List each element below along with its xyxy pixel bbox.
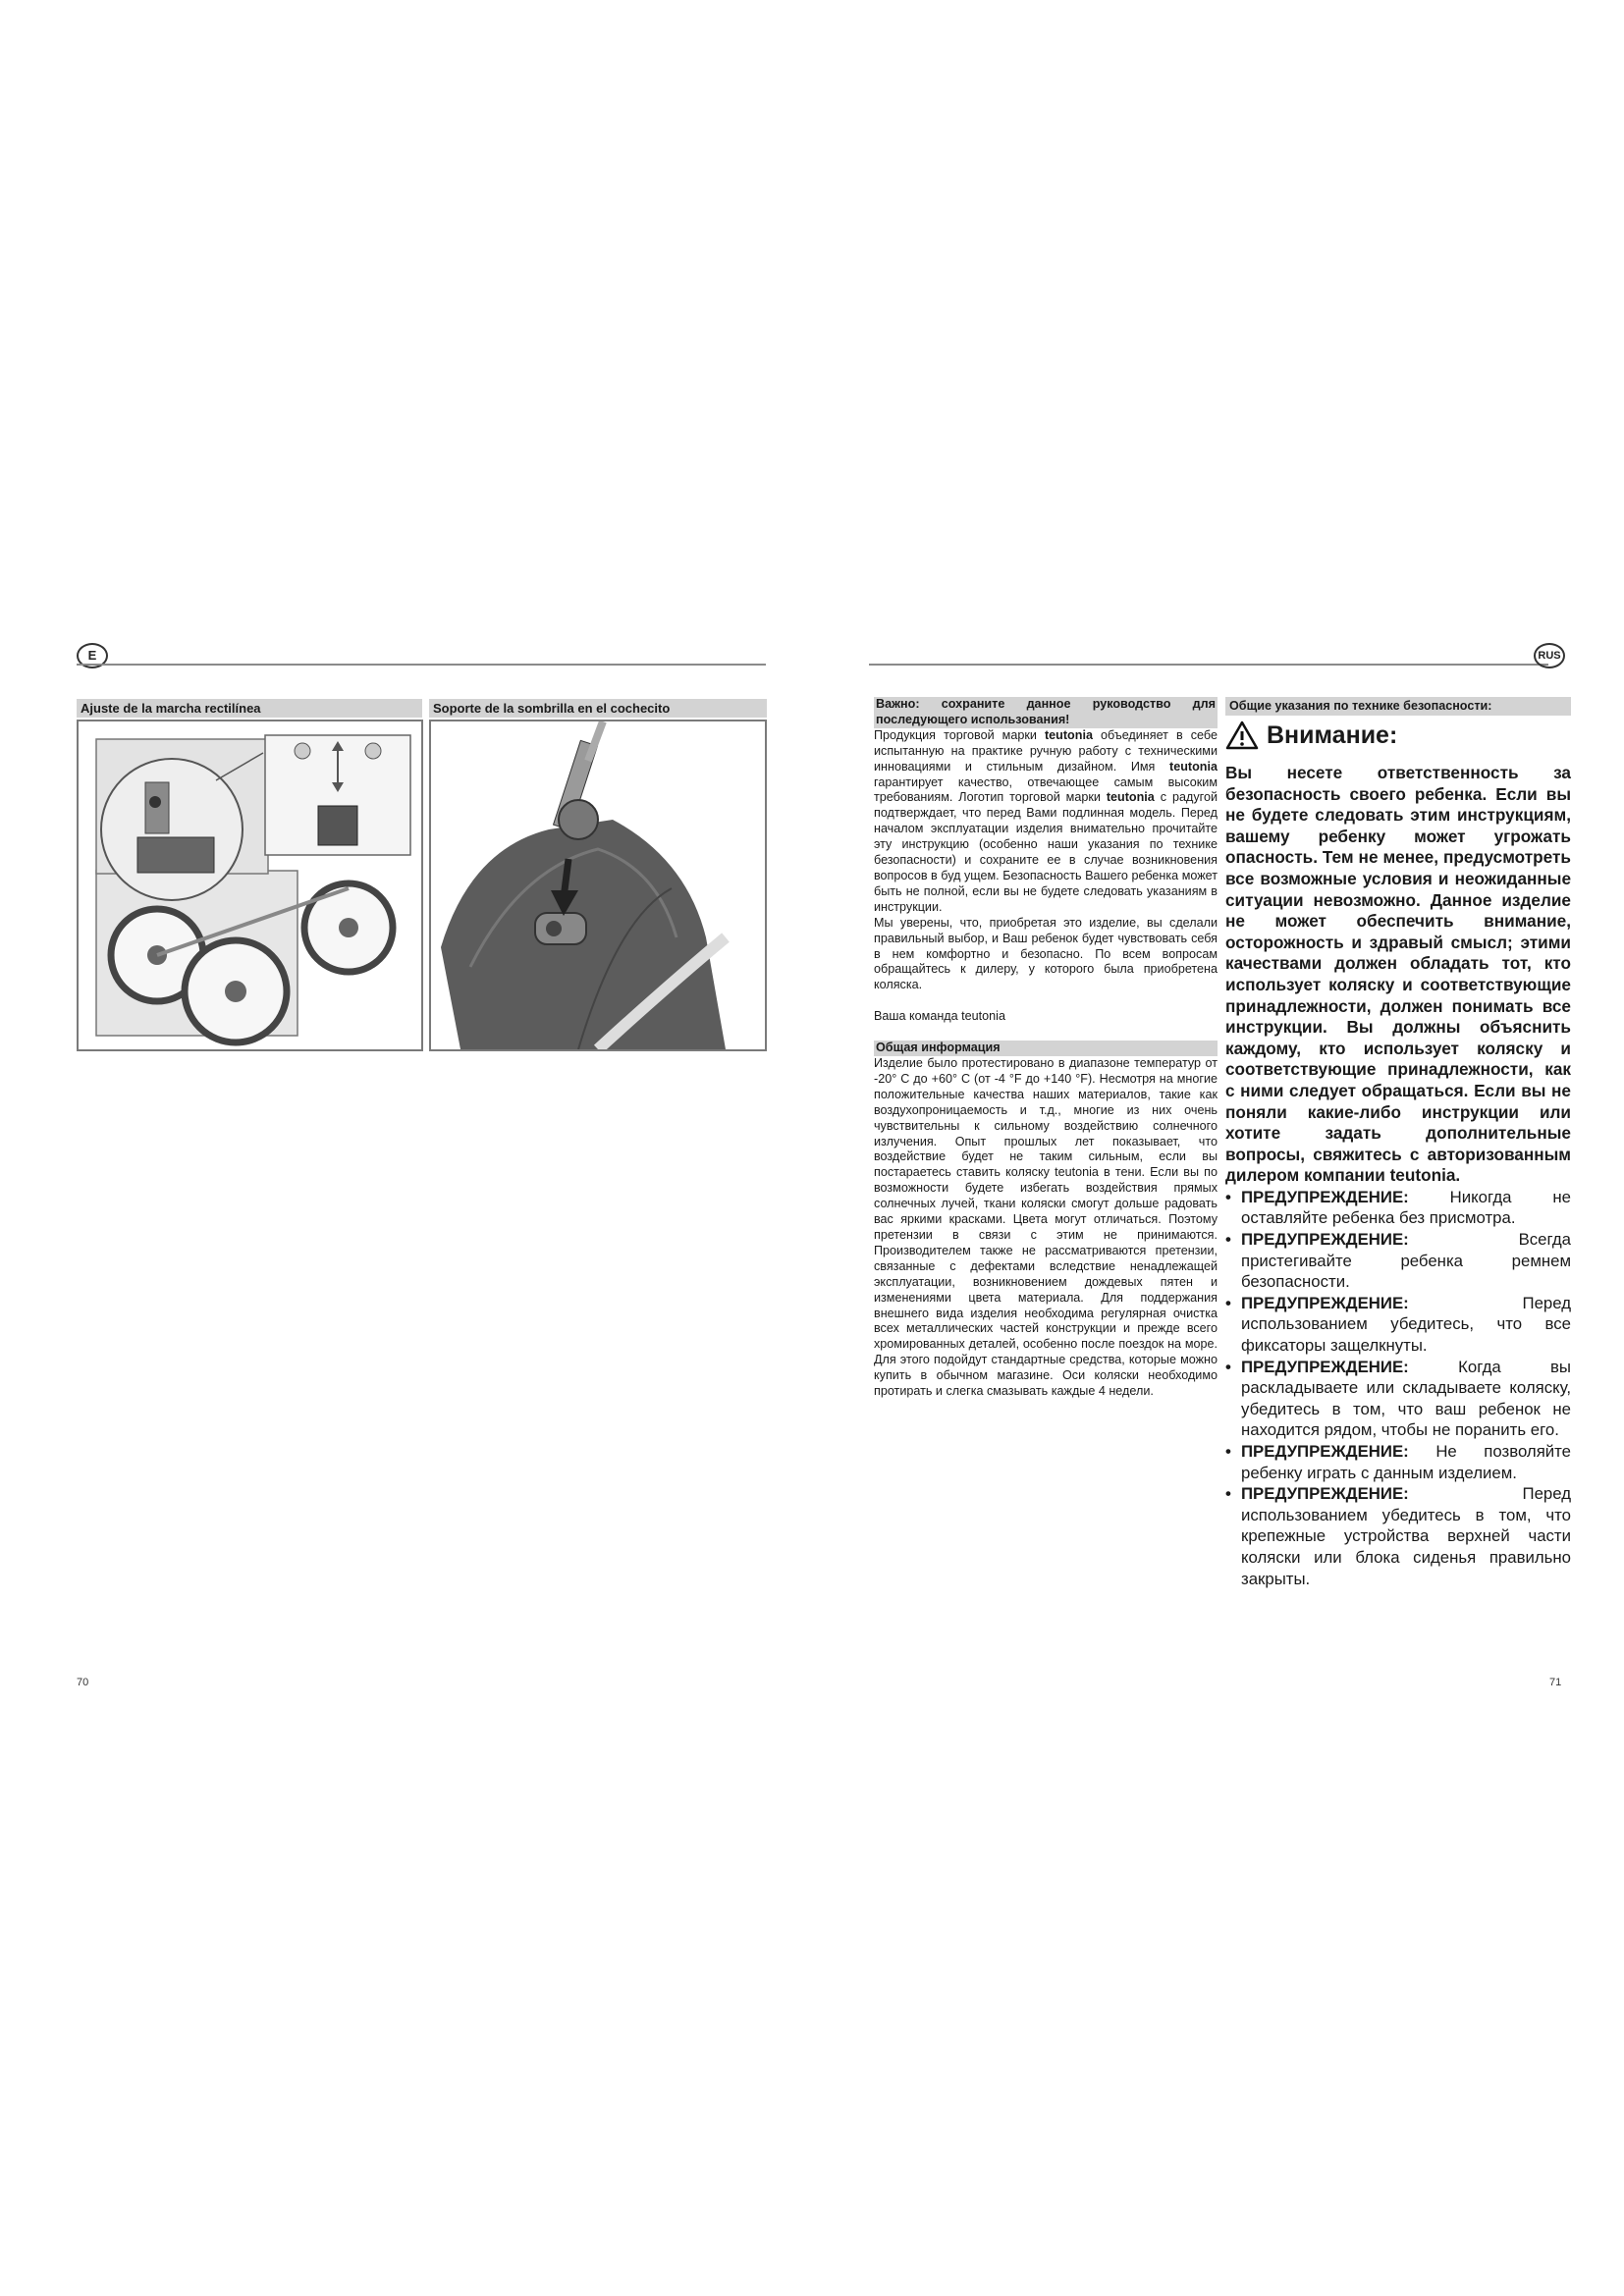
safety-column	[1225, 697, 1571, 1589]
right-header-rule	[869, 664, 1548, 666]
attention-label: Внимание:	[1267, 721, 1398, 749]
stroller-wheel-illustration	[79, 721, 421, 1049]
right-page-number: 71	[1549, 1677, 1562, 1688]
parasol-holder-illustration	[431, 721, 765, 1049]
language-badge-russian: RUS	[1534, 643, 1565, 668]
left-header-rule	[77, 664, 766, 666]
warning-triangle-icon	[1225, 721, 1259, 750]
intro-paragraph: Продукция торговой марки teutonia объединяет в себе испытанную на практике ручную работу с техническими инновациями и стильным дизайном. Имя teutonia гарантирует качество, отвечающее самым высоким требованиям. Логотип торговой марки teutonia с радугой подтверждает, что перед Вами подлинная модель. Перед началом эксплуатации изделия внимательно прочитайте эту инструкцию (особенно наши указания по технике безопасности) и сохраните ее в случае возникновения вопросов в буд ущем. Безопасность Вашего ребенка может быть не полной, если вы не будете следовать указаниям в инструкции.	[874, 727, 1218, 914]
language-badge-spanish: E	[77, 643, 108, 668]
safety-heading: Общие указания по технике безопасности:	[1225, 697, 1571, 716]
intro-heading: Важно: сохраните данное руководство для последующего использования!	[876, 697, 1216, 726]
figure2-title: Soporte de la sombrilla en el cochecito	[429, 699, 767, 718]
intro-paragraph-2: Мы уверены, что, приобретая это изделие, вы сделали правильный выбор, и Ваш ребенок будет чувствовать себя в нем комфортно и безопасно. По всем вопросам обращайтесь к дилеру, у которого была приобретена коляска.	[874, 915, 1218, 992]
general-info-heading: Общая информация	[874, 1041, 1218, 1056]
warning-item: • ПРЕДУПРЕЖДЕНИЕ: Перед использованием убедитесь, что все фиксаторы защелкнуты.	[1225, 1293, 1571, 1357]
figure-straight-run-adjustment	[77, 720, 423, 1051]
intro-column	[874, 697, 1218, 1400]
figure1-title: Ajuste de la marcha rectilínea	[77, 699, 422, 718]
brand-name: teutonia	[1044, 727, 1093, 742]
attention-title	[1225, 720, 1571, 751]
warning-item: • ПРЕДУПРЕЖДЕНИЕ: Перед использованием убедитесь в том, что крепежные устройства верхней части коляски или блока сиденья правильно закрыты.	[1225, 1483, 1571, 1589]
warning-item: • ПРЕДУПРЕЖДЕНИЕ: Всегда пристегивайте ребенка ремнем безопасности.	[1225, 1229, 1571, 1293]
warning-list	[1225, 1187, 1571, 1589]
brand-name: teutonia	[1106, 790, 1155, 805]
figure-parasol-holder	[429, 720, 767, 1051]
intro-signature: Ваша команда teutonia	[874, 1009, 1005, 1024]
warning-item: • ПРЕДУПРЕЖДЕНИЕ: Когда вы раскладываете или складываете коляску, убедитесь в том, что ваш ребенок не находится рядом, чтобы не поранить его.	[1225, 1357, 1571, 1441]
left-page-number: 70	[77, 1677, 89, 1688]
general-info-text: Изделие было протестировано в диапазоне температур от -20° С до +60° С (от -4 °F до +140 °F). Несмотря на многие положительные качества наших материалов, такие как воздухопроницаемость и т.д., многие из них очень чувствительны к сильному воздействию солнечного излучения. Опыт прошлых лет показывает, что воздействие будет не таким сильным, если вы постараетесь ставить коляску teutonia в тени. Если вы по возможности будете избегать воздействия прямых солнечных лучей, ткани коляски смогут дольше радовать вас яркими красками. Цвета могут отличаться. Поэтому претензии в связи с этим не принимаются. Производителем также не рассматриваются претензии, связанные с дефектами вследствие ненадлежащей эксплуатации, возникновением дождевых пятен и изменениями цвета материала. Для поддержания внешнего вида изделия необходима регулярная очистка всех металлических частей конструкции и прежде всего хромированных деталей, особенно после поездок на море. Для этого подойдут стандартные средства, которые можно купить в обычном магазине. Оси коляски необходимо протирать и слегка смазывать каждые 4 недели.	[874, 1056, 1218, 1399]
warning-item: • ПРЕДУПРЕЖДЕНИЕ: Никогда не оставляйте ребенка без присмотра.	[1225, 1187, 1571, 1229]
warning-item: • ПРЕДУПРЕЖДЕНИЕ: Не позволяйте ребенку играть с данным изделием.	[1225, 1441, 1571, 1483]
brand-name: teutonia	[1169, 759, 1218, 774]
safety-statement: Вы несете ответственность за безопасность своего ребенка. Если вы не будете следовать этим инструкциям, вашему ребенку может угрожать опасность. Тем не менее, предусмотреть все возможные условия и неожиданные ситуации невозможно. Данное изделие не может обеспечить внимание, осторожность и здравый смысл; этими качествами должен обладать тот, кто использует коляску и соответствующие принадлежности, должен понимать все инструкции. Вы должны объяснить каждому, кто использует коляску и соответствующие принадлежности, как с ними следует обращаться. Если вы не поняли какие-либо инструкции или хотите задать дополнительные вопросы, свяжитесь с авторизованным дилером компании teutonia.	[1225, 763, 1571, 1186]
